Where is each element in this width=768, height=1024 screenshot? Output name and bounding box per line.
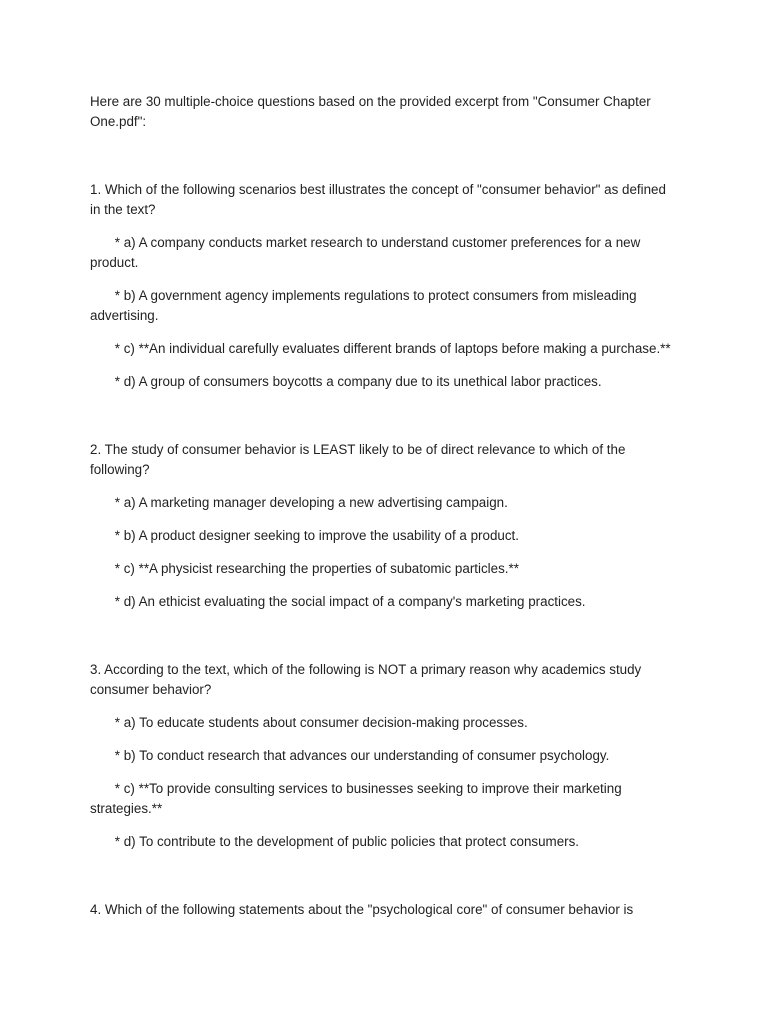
question-text: 2. The study of consumer behavior is LEAST likely to be of direct relevance to which of the following? [90,442,626,477]
bullet-mark: * [114,235,120,250]
answer-option: * a) To educate students about consumer decision-making processes. [90,713,680,733]
question-4 [90,900,680,920]
document-page [90,92,680,933]
answer-option: * d) An ethicist evaluating the social impact of a company's marketing practices. [90,592,680,612]
answer-option: * b) A government agency implements regulations to protect consumers from misleading advertising. [90,288,637,323]
bullet-mark: * [114,834,120,849]
answer-option: * d) To contribute to the development of public policies that protect consumers. [90,832,680,852]
answer-option: * d) A group of consumers boycotts a company due to its unethical labor practices. [90,372,680,392]
question-2 [90,440,680,612]
bullet-mark: * [114,594,120,609]
bullet-mark: * [114,495,120,510]
bullet-mark: * [114,374,120,389]
question-text: 1. Which of the following scenarios best illustrates the concept of "consumer behavior" as defined in the text? [90,182,666,217]
answer-option: * a) A marketing manager developing a new advertising campaign. [90,493,680,513]
bullet-mark: * [114,715,120,730]
question-1 [90,180,680,392]
bullet-mark: * [114,781,120,796]
answer-option: * b) A product designer seeking to improve the usability of a product. [90,526,680,546]
intro-paragraph: Here are 30 multiple-choice questions based on the provided excerpt from "Consumer Chapter One.pdf": [90,94,651,129]
bullet-mark: * [114,528,120,543]
answer-option: * a) A company conducts market research to understand customer preferences for a new product. [90,235,641,270]
bullet-mark: * [114,288,120,303]
question-3 [90,660,680,852]
answer-option: * c) **An individual carefully evaluates different brands of laptops before making a purchase.** [90,339,680,359]
bullet-mark: * [114,748,120,763]
answer-option: * c) **A physicist researching the properties of subatomic particles.** [90,559,680,579]
bullet-mark: * [114,561,120,576]
answer-option: * b) To conduct research that advances our understanding of consumer psychology. [90,746,680,766]
answer-option: * c) **To provide consulting services to businesses seeking to improve their marketing strategies.** [90,781,622,816]
question-text: 4. Which of the following statements about the "psychological core" of consumer behavior is [90,902,634,917]
bullet-mark: * [114,341,120,356]
question-text: 3. According to the text, which of the following is NOT a primary reason why academics study consumer behavior? [90,662,642,697]
